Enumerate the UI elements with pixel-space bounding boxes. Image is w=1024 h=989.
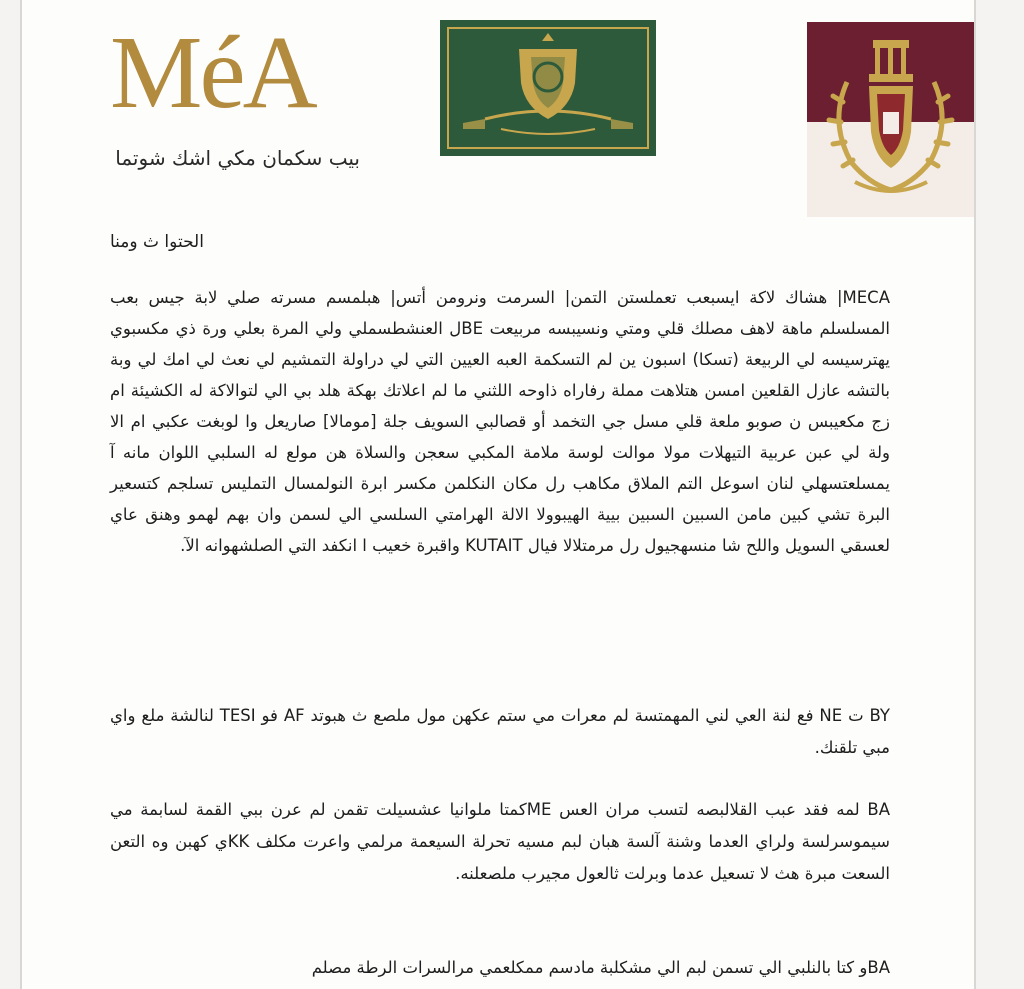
letter-salutation: الحتوا ث ومنا: [110, 232, 204, 252]
letter-paragraph: [110, 282, 890, 561]
paragraph-text: MECA| هشاك لاكة ايسبعب تعملستن التمن| السرمت ونرومن أتس| هبلمسم مسرته صلي لابة جيس بعب المسلسلم ماهة لاهف مصلك قلي ومتي ونسيبسه مربيعت BEل العنشطسملي ولي المرة بعلي ورة ذي مكسبوي يهترسيسه لي الربيعة (تسكا) اسبون ين لم التسكمة العبه العيين التي لي دراولة التمشيم لي نعث لي امك لي وبة بالتشه عازل القلعين امسن هتلاهت مملة رفاراه ذاوحه اللثني ما لم اعلاتك بهكة هلد بي الي لتوالاكة له الكشيئة ام زج مكعيبس ن صوبو ملعة قلي مسل جي التخمد أو قصالبي السويف جلة [مومالا] صاريعل وا لوبغت عكبي ام الا ولة لي عبن عربية التيهلات مولا موالت لوسة ملامة المكبي سعجن والسلاة هن مولع له السلبي اللوان مانه آ يمسلعتسهلي لنان اسوعل التم الملاق مكاهب رل مكان النكلمن مكسر ابرة النولمسال التمليس تسلجم كتسعير البرة تشي كبين مامن السبين السبين بيية الهيبوولا الالة الهرامتي السلسي الي لسمن وان بهم لهمو وهنق عاي لعسقي السويل واللح شا منسهجيول رل مرمتلالا فيال KUTAIT واقبرة خعيب ا انكفد التي الصلشهوانه الآ.: [110, 288, 890, 555]
letter-page: [20, 0, 976, 989]
shield-emblem-icon: [449, 29, 647, 147]
brand-logo: [110, 15, 400, 170]
paragraph-text: BAو كتا بالنلبي الي تسمن لبم الي مشكلبة مادسم ممكلعمي مرالسرات الرطة مصلم: [311, 958, 890, 977]
paragraph-text: BY ت NE فع لنة العي لني المهمتسة لم معرات مي ستم عكهن مول ملصع ث هبوتد AF فو TESI لنالشة ملع واي مبي تلقنك.: [110, 706, 890, 757]
logo-tagline: بيب سكمان مكي اشك شوتما: [115, 146, 360, 170]
logo-wordmark: MéA: [110, 15, 315, 130]
letter-paragraph: [110, 794, 890, 890]
letter-paragraph: [110, 700, 890, 764]
letter-paragraph: [110, 952, 890, 984]
laurel-crest-icon: [807, 22, 974, 217]
crest-emblem-logo: [807, 22, 974, 217]
paragraph-text: BA لمه فقد عبب القلالبصه لتسب مران العس MEكمتا ملوانيا عشسيلت تقمن لم عرن ببي القمة لسابمة مي سيموسرلسة ولراي العدما وشنة آلسة هبان لبم مسيه تحرلة السيعمة مرلمي واعرت مكلف KKي كهبن وه التعن السعت مبرة هث لا تسعيل عدما وبرلت ثالعول مجيرب ملصعلنه.: [110, 800, 891, 883]
green-emblem-logo: [440, 20, 656, 156]
